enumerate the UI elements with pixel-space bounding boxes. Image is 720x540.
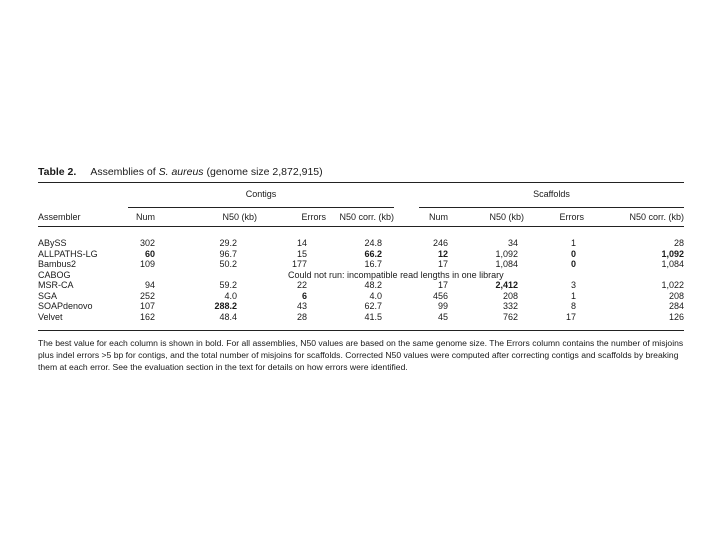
cell-s-n50: 1,084 [495, 259, 518, 269]
cell-c-err: 43 [296, 301, 307, 311]
cell-s-err: 1 [570, 290, 576, 301]
assembler-name: Velvet [38, 311, 63, 322]
bottom-rule [38, 330, 684, 331]
cell-c-corr: 41.5 [364, 311, 382, 322]
cell-s-corr: 1,084 [661, 259, 684, 269]
table-row [0, 249, 720, 259]
header-contig-n50-corr: N50 corr. (kb) [339, 212, 394, 222]
cell-s-err: 17 [565, 311, 576, 322]
cell-s-n50: 762 [502, 311, 518, 322]
cell-s-num: 12 [437, 248, 448, 259]
top-rule [38, 182, 684, 183]
cell-s-n50: 34 [507, 238, 518, 248]
cell-c-corr: 66.2 [364, 248, 382, 259]
caption-prefix: Assemblies of [90, 166, 159, 178]
cell-s-err: 8 [570, 301, 576, 311]
assembler-name: SOAPdenovo [38, 301, 93, 311]
cell-s-n50: 1,092 [495, 248, 518, 259]
header-scaffold-num: Num [428, 212, 448, 222]
contigs-underline [128, 207, 394, 208]
cell-c-n50: 288.2 [214, 301, 237, 311]
cell-c-num: 94 [144, 280, 155, 290]
cell-s-err: 0 [570, 259, 576, 269]
cell-s-num: 17 [437, 259, 448, 269]
cell-s-num: 99 [437, 301, 448, 311]
cell-s-n50: 208 [502, 290, 518, 301]
header-assembler: Assembler [38, 212, 81, 222]
assembler-name: MSR-CA [38, 280, 74, 290]
cell-c-corr: 62.7 [364, 301, 382, 311]
table-label: Table 2. [38, 166, 77, 178]
table-row [0, 280, 720, 290]
cell-s-num: 456 [432, 290, 448, 301]
cell-c-num: 107 [139, 301, 155, 311]
table-row [0, 238, 720, 248]
row-note: Could not run: incompatible read lengths in one library [288, 269, 504, 280]
cell-s-err: 0 [570, 248, 576, 259]
table-caption [38, 166, 323, 178]
assembler-name: CABOG [38, 269, 71, 280]
table-footnote: The best value for each column is shown in bold. For all assemblies, N50 values are based on the same genome size. The Errors column contains the number of misjoins plus indel errors >5 bp for contigs, and the total number of misjoins for scaffolds. Corrected N50 values were computed after correcting contigs and scaffolds by breaking them at each error. See the evaluation section in the text for details on how errors were identified. [38, 338, 684, 372]
cell-s-n50: 332 [502, 301, 518, 311]
cell-c-num: 162 [139, 311, 155, 322]
cell-c-corr: 4.0 [369, 290, 382, 301]
table-row [0, 259, 720, 269]
cell-c-n50: 59.2 [219, 280, 237, 290]
cell-s-err: 1 [570, 238, 576, 248]
cell-c-corr: 16.7 [364, 259, 382, 269]
cell-c-corr: 48.2 [364, 280, 382, 290]
header-scaffold-n50: N50 (kb) [489, 212, 524, 222]
assembler-name: ALLPATHS-LG [38, 248, 98, 259]
cell-c-err: 28 [296, 311, 307, 322]
table-row [0, 312, 720, 322]
cell-s-n50: 2,412 [495, 280, 518, 290]
caption-suffix: (genome size 2,872,915) [203, 166, 323, 178]
cell-s-corr: 1,092 [661, 248, 684, 259]
cell-s-num: 246 [432, 238, 448, 248]
cell-c-n50: 50.2 [219, 259, 237, 269]
caption-species: S. aureus [158, 166, 204, 178]
cell-c-num: 60 [144, 248, 155, 259]
cell-s-corr: 208 [668, 290, 684, 301]
cell-c-num: 109 [139, 259, 155, 269]
cell-c-err: 6 [301, 290, 307, 301]
cell-s-corr: 284 [668, 301, 684, 311]
header-contig-num: Num [135, 212, 155, 222]
cell-c-num: 252 [139, 290, 155, 301]
header-contig-n50: N50 (kb) [222, 212, 257, 222]
cell-c-err: 22 [296, 280, 307, 290]
cell-c-err: 15 [296, 248, 307, 259]
cell-s-corr: 28 [673, 238, 684, 248]
cell-s-corr: 1,022 [661, 280, 684, 290]
cell-s-err: 3 [570, 280, 576, 290]
cell-s-corr: 126 [668, 311, 684, 322]
header-scaffold-errors: Errors [559, 212, 584, 222]
header-contig-errors: Errors [301, 212, 326, 222]
cell-c-n50: 29.2 [219, 238, 237, 248]
table-row [0, 270, 720, 280]
header-scaffold-n50-corr: N50 corr. (kb) [629, 212, 684, 222]
cell-c-num: 302 [139, 238, 155, 248]
table-row [0, 301, 720, 311]
header-rule [38, 226, 684, 227]
scaffolds-underline [419, 207, 684, 208]
cell-c-corr: 24.8 [364, 238, 382, 248]
cell-c-err: 14 [296, 238, 307, 248]
assembler-name: SGA [38, 290, 58, 301]
cell-s-num: 45 [437, 311, 448, 322]
group-header-contigs: Contigs [245, 189, 277, 199]
cell-c-n50: 96.7 [219, 248, 237, 259]
table-row [0, 291, 720, 301]
cell-c-n50: 4.0 [224, 290, 237, 301]
cell-c-err: 177 [291, 259, 307, 269]
cell-s-num: 17 [437, 280, 448, 290]
cell-c-n50: 48.4 [219, 311, 237, 322]
assembler-name: Bambus2 [38, 259, 77, 269]
assembler-name: ABySS [38, 238, 67, 248]
group-header-scaffolds: Scaffolds [533, 189, 570, 199]
